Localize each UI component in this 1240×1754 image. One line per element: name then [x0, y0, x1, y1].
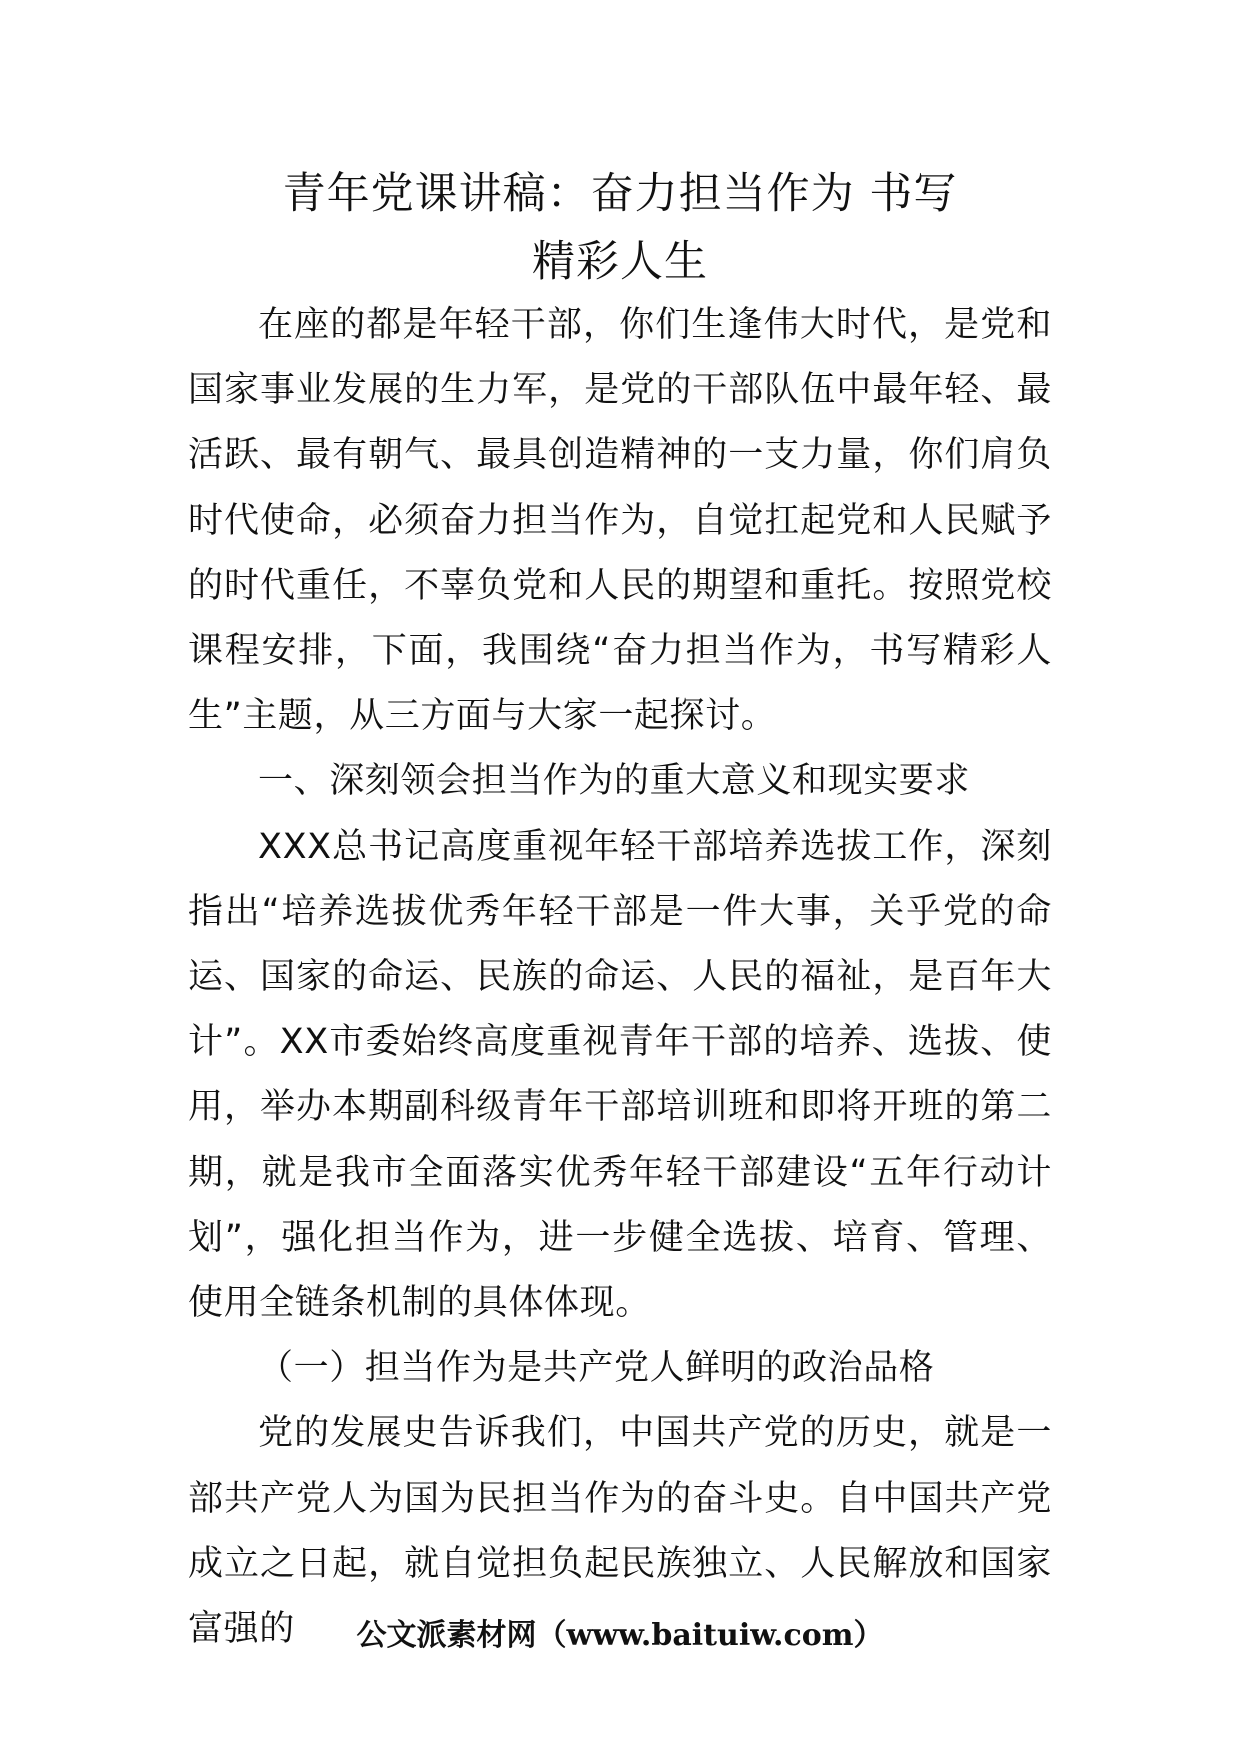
- paragraph-subsection-1: 党的发展史告诉我们，中国共产党的历史，就是一部共产党人为国为民担当作为的奋斗史。自中国共产党成立之日起，就自觉担负起民族独立、人民解放和国家富强的: [188, 1413, 1052, 1650]
- subsection-heading-1: （一）担当作为是共产党人鲜明的政治品格: [258, 1348, 935, 1389]
- footer-watermark: 公文派素材网（www.baituiw.com）: [356, 1618, 884, 1653]
- document-body: [188, 293, 1052, 1662]
- section-heading-1: 一、深刻领会担当作为的重大意义和现实要求: [258, 761, 971, 802]
- paragraph-intro: 在座的都是年轻干部，你们生逢伟大时代，是党和国家事业发展的生力军，是党的干部队伍中最年轻、最活跃、最有朝气、最具创造精神的一支力量，你们肩负时代使命，必须奋力担当作为，自觉扛起党和人民赋予的时代重任，不辜负党和人民的期望和重托。按照党校课程安排，下面，我围绕“奋力担当作为，书写精彩人生”主题，从三方面与大家一起探讨。: [188, 305, 1052, 737]
- document-title-line-1: 青年党课讲稿：奋力担当作为 书写: [282, 169, 958, 219]
- document-title-line-2: 精彩人生: [532, 237, 708, 287]
- paragraph-section-1: XXX总书记高度重视年轻干部培养选拔工作，深刻指出“培养选拔优秀年轻干部是一件大事，关乎党的命运、国家的命运、民族的命运、人民的福祉，是百年大计”。XX市委始终高度重视青年干部的培养、选拔、使用，举办本期副科级青年干部培训班和即将开班的第二期，就是我市全面落实优秀年轻干部建设“五年行动计划”，强化担当作为，进一步健全选拔、培育、管理、使用全链条机制的具体体现。: [188, 826, 1052, 1324]
